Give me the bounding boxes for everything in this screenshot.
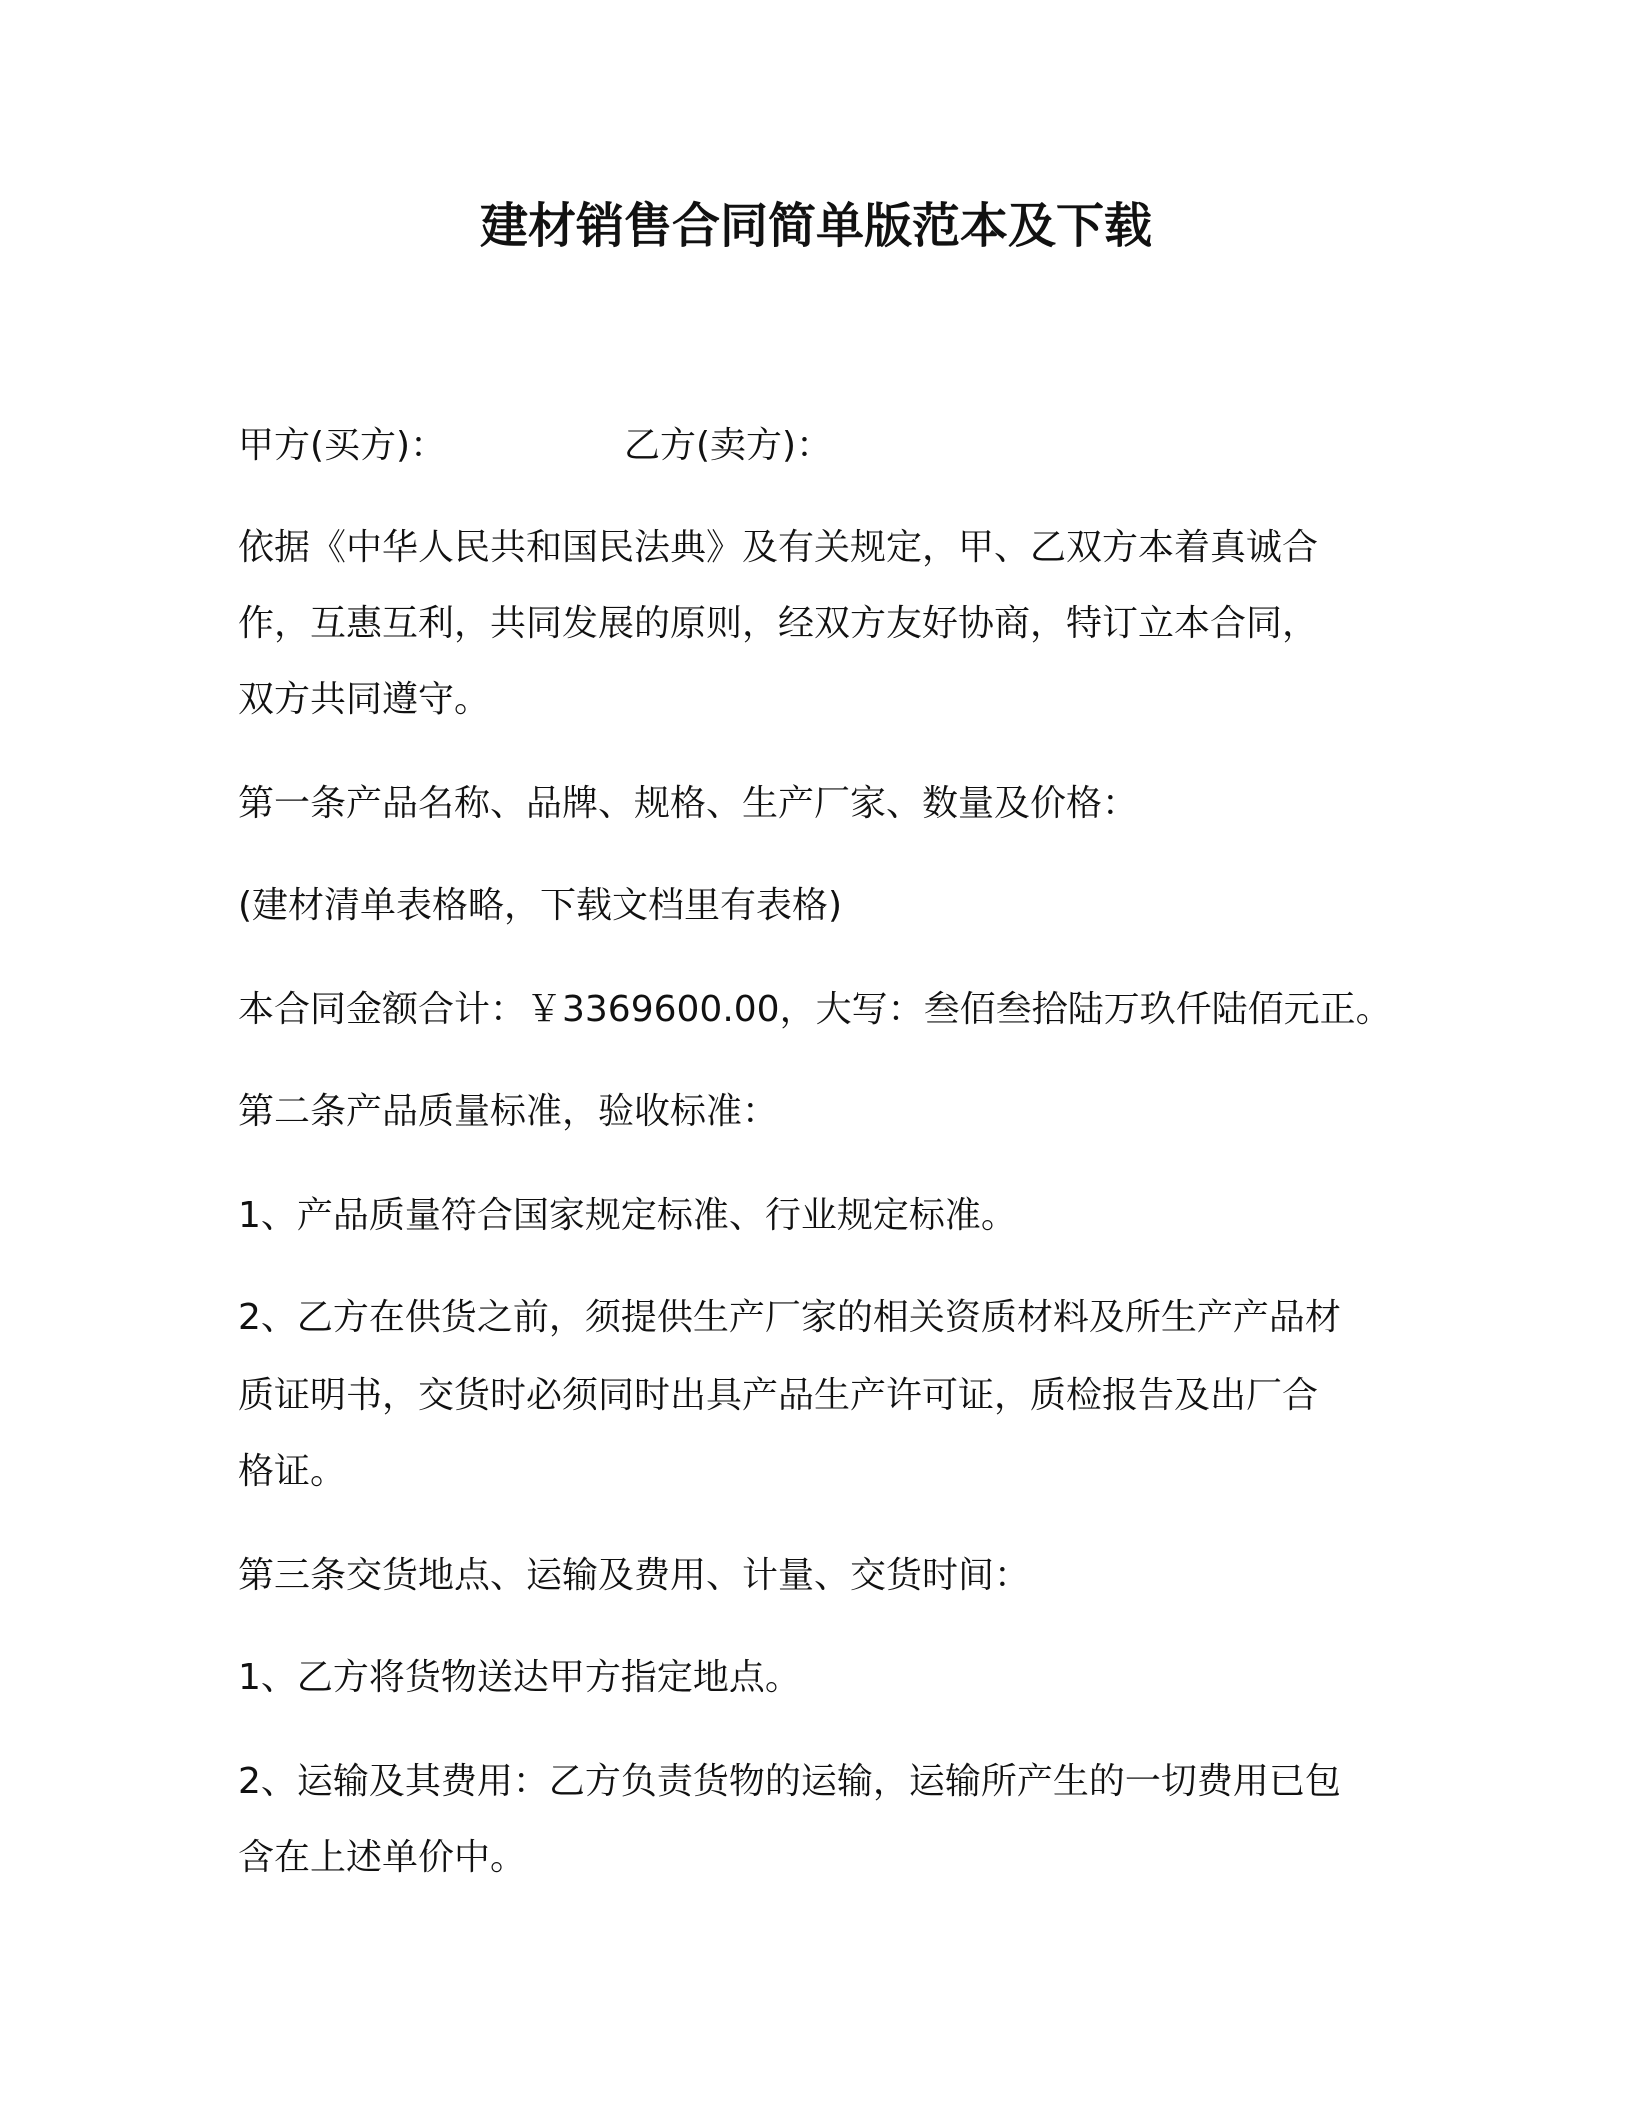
- article-2-item-2-line-1: 2、乙方在供货之前，须提供生产厂家的相关资质材料及所生产产品材: [238, 1297, 1341, 1338]
- article-2-item-2-line-2: 质证明书，交货时必须同时出具产品生产许可证，质检报告及出厂合: [238, 1375, 1319, 1416]
- article-2-item-1: 1、产品质量符合国家规定标准、行业规定标准。: [238, 1195, 1017, 1236]
- intro-line-2: 作，互惠互利，共同发展的原则，经双方友好协商，特订立本合同，: [238, 603, 1319, 644]
- article-1-heading: 第一条产品名称、品牌、规格、生产厂家、数量及价格：: [238, 783, 1139, 824]
- table-note: (建材清单表格略，下载文档里有表格): [238, 885, 843, 926]
- party-a-label: 甲方(买方)：: [238, 425, 447, 466]
- contract-total: 本合同金额合计：￥3369600.00，大写：叁佰叁拾陆万玖仟陆佰元正。: [238, 989, 1392, 1030]
- article-3-item-1: 1、乙方将货物送达甲方指定地点。: [238, 1657, 801, 1698]
- article-2-heading: 第二条产品质量标准，验收标准：: [238, 1091, 779, 1132]
- intro-line-1: 依据《中华人民共和国民法典》及有关规定，甲、乙双方本着真诚合: [238, 527, 1319, 568]
- article-3-item-2-line-1: 2、运输及其费用：乙方负责货物的运输，运输所产生的一切费用已包: [238, 1761, 1341, 1802]
- parties-line: [238, 408, 833, 484]
- article-2-item-2-line-3: 格证。: [238, 1451, 347, 1492]
- article-3-heading: 第三条交货地点、运输及费用、计量、交货时间：: [238, 1555, 1031, 1596]
- intro-line-3: 双方共同遵守。: [238, 679, 491, 720]
- article-3-item-2-line-2: 含在上述单价中。: [238, 1837, 527, 1878]
- document-title: 建材销售合同简单版范本及下载: [479, 198, 1152, 254]
- party-b-label: 乙方(卖方)：: [624, 425, 833, 466]
